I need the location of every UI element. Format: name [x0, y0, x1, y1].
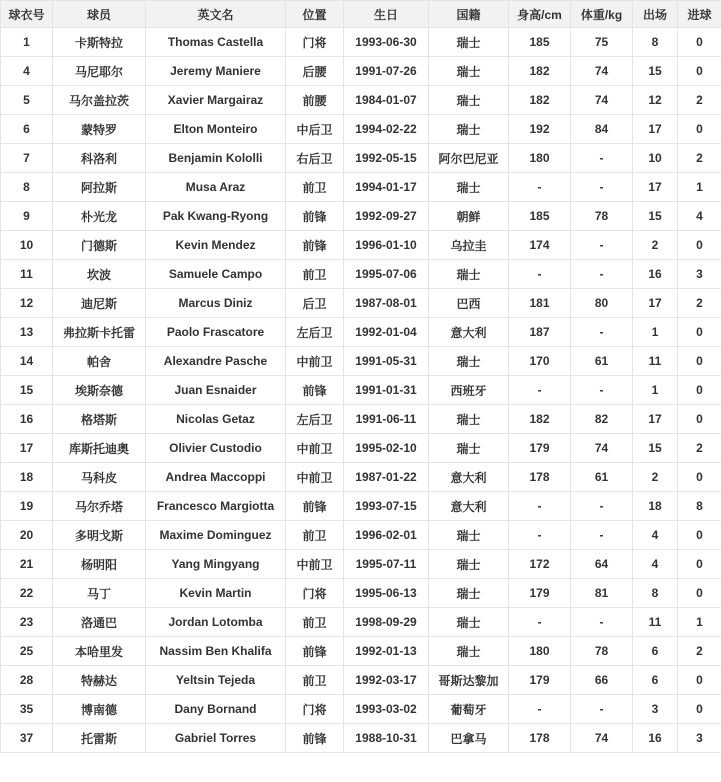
table-row: [1, 260, 721, 289]
cell-height: -: [509, 521, 571, 550]
cell-height: 180: [509, 637, 571, 666]
table-row: [1, 115, 721, 144]
cell-birthday: 1984-01-07: [344, 86, 429, 115]
column-header-name-en: 英文名: [146, 1, 286, 28]
cell-number: 8: [1, 173, 53, 202]
cell-goals: 0: [678, 28, 721, 57]
cell-goals: 8: [678, 492, 721, 521]
cell-birthday: 1993-06-30: [344, 28, 429, 57]
cell-name-en: Benjamin Kololli: [146, 144, 286, 173]
cell-position: 门将: [286, 28, 344, 57]
cell-weight: -: [571, 608, 633, 637]
cell-name-en: Musa Araz: [146, 173, 286, 202]
cell-goals: 0: [678, 463, 721, 492]
cell-birthday: 1993-07-15: [344, 492, 429, 521]
cell-position: 左后卫: [286, 318, 344, 347]
cell-name-en: Samuele Campo: [146, 260, 286, 289]
cell-birthday: 1995-06-13: [344, 579, 429, 608]
table-row: [1, 463, 721, 492]
cell-weight: -: [571, 521, 633, 550]
cell-position: 前卫: [286, 608, 344, 637]
cell-number: 4: [1, 57, 53, 86]
cell-birthday: 1992-05-15: [344, 144, 429, 173]
cell-number: 21: [1, 550, 53, 579]
cell-nationality: 巴拿马: [429, 724, 509, 753]
cell-height: -: [509, 376, 571, 405]
cell-goals: 2: [678, 434, 721, 463]
cell-goals: 3: [678, 724, 721, 753]
cell-nationality: 瑞士: [429, 608, 509, 637]
cell-player: 蒙特罗: [53, 115, 146, 144]
cell-position: 中后卫: [286, 115, 344, 144]
cell-name-en: Nassim Ben Khalifa: [146, 637, 286, 666]
cell-appearances: 8: [633, 579, 678, 608]
cell-name-en: Kevin Martin: [146, 579, 286, 608]
cell-height: 170: [509, 347, 571, 376]
table-row: [1, 173, 721, 202]
cell-number: 11: [1, 260, 53, 289]
cell-goals: 0: [678, 231, 721, 260]
cell-position: 前卫: [286, 260, 344, 289]
cell-name-en: Olivier Custodio: [146, 434, 286, 463]
cell-name-en: Marcus Diniz: [146, 289, 286, 318]
cell-weight: -: [571, 492, 633, 521]
cell-name-en: Jordan Lotomba: [146, 608, 286, 637]
cell-nationality: 意大利: [429, 318, 509, 347]
cell-nationality: 乌拉圭: [429, 231, 509, 260]
column-header-appearances: 出场: [633, 1, 678, 28]
cell-appearances: 8: [633, 28, 678, 57]
cell-nationality: 瑞士: [429, 347, 509, 376]
cell-birthday: 1998-09-29: [344, 608, 429, 637]
column-header-birthday: 生日: [344, 1, 429, 28]
table-row: [1, 637, 721, 666]
cell-nationality: 意大利: [429, 492, 509, 521]
cell-name-en: Paolo Frascatore: [146, 318, 286, 347]
cell-birthday: 1995-07-06: [344, 260, 429, 289]
cell-birthday: 1987-01-22: [344, 463, 429, 492]
cell-goals: 0: [678, 347, 721, 376]
cell-goals: 4: [678, 202, 721, 231]
cell-nationality: 意大利: [429, 463, 509, 492]
cell-weight: 74: [571, 434, 633, 463]
cell-player: 门德斯: [53, 231, 146, 260]
cell-player: 马尔盖拉茨: [53, 86, 146, 115]
cell-weight: -: [571, 173, 633, 202]
column-header-position: 位置: [286, 1, 344, 28]
cell-number: 10: [1, 231, 53, 260]
cell-weight: 80: [571, 289, 633, 318]
cell-height: 187: [509, 318, 571, 347]
cell-weight: 78: [571, 637, 633, 666]
cell-weight: -: [571, 231, 633, 260]
cell-player: 托雷斯: [53, 724, 146, 753]
cell-number: 15: [1, 376, 53, 405]
cell-height: 180: [509, 144, 571, 173]
cell-goals: 0: [678, 376, 721, 405]
cell-player: 弗拉斯卡托雷: [53, 318, 146, 347]
cell-goals: 1: [678, 608, 721, 637]
cell-height: 185: [509, 202, 571, 231]
cell-birthday: 1991-07-26: [344, 57, 429, 86]
cell-birthday: 1988-10-31: [344, 724, 429, 753]
cell-weight: -: [571, 318, 633, 347]
cell-position: 前卫: [286, 666, 344, 695]
cell-goals: 2: [678, 637, 721, 666]
cell-height: -: [509, 608, 571, 637]
cell-appearances: 17: [633, 289, 678, 318]
cell-nationality: 瑞士: [429, 260, 509, 289]
cell-position: 前锋: [286, 376, 344, 405]
cell-weight: 84: [571, 115, 633, 144]
cell-number: 18: [1, 463, 53, 492]
table-row: [1, 695, 721, 724]
cell-position: 中前卫: [286, 434, 344, 463]
cell-position: 前锋: [286, 202, 344, 231]
cell-weight: 82: [571, 405, 633, 434]
cell-weight: -: [571, 260, 633, 289]
cell-height: 192: [509, 115, 571, 144]
cell-player: 帕舍: [53, 347, 146, 376]
table-row: [1, 202, 721, 231]
cell-appearances: 6: [633, 666, 678, 695]
cell-goals: 0: [678, 695, 721, 724]
cell-height: 172: [509, 550, 571, 579]
cell-birthday: 1995-02-10: [344, 434, 429, 463]
table-row: [1, 550, 721, 579]
cell-player: 库斯托迪奥: [53, 434, 146, 463]
cell-goals: 0: [678, 666, 721, 695]
cell-weight: 66: [571, 666, 633, 695]
column-header-nationality: 国籍: [429, 1, 509, 28]
cell-appearances: 18: [633, 492, 678, 521]
cell-goals: 0: [678, 115, 721, 144]
cell-name-en: Yang Mingyang: [146, 550, 286, 579]
cell-appearances: 4: [633, 550, 678, 579]
table-row: [1, 318, 721, 347]
table-row: [1, 521, 721, 550]
header-row: [1, 1, 721, 28]
table-row: [1, 492, 721, 521]
cell-number: 22: [1, 579, 53, 608]
cell-player: 马尔乔塔: [53, 492, 146, 521]
cell-number: 5: [1, 86, 53, 115]
cell-appearances: 11: [633, 608, 678, 637]
column-header-goals: 进球: [678, 1, 721, 28]
cell-position: 前锋: [286, 637, 344, 666]
cell-name-en: Andrea Maccoppi: [146, 463, 286, 492]
cell-player: 马科皮: [53, 463, 146, 492]
cell-appearances: 6: [633, 637, 678, 666]
cell-height: 178: [509, 724, 571, 753]
cell-birthday: 1992-09-27: [344, 202, 429, 231]
cell-weight: 64: [571, 550, 633, 579]
table-row: [1, 144, 721, 173]
cell-birthday: 1995-07-11: [344, 550, 429, 579]
cell-height: -: [509, 260, 571, 289]
cell-player: 洛通巴: [53, 608, 146, 637]
cell-name-en: Dany Bornand: [146, 695, 286, 724]
cell-player: 卡斯特拉: [53, 28, 146, 57]
cell-position: 中前卫: [286, 347, 344, 376]
cell-player: 阿拉斯: [53, 173, 146, 202]
column-header-height: 身高/cm: [509, 1, 571, 28]
cell-name-en: Nicolas Getaz: [146, 405, 286, 434]
cell-number: 1: [1, 28, 53, 57]
cell-number: 13: [1, 318, 53, 347]
cell-position: 中前卫: [286, 463, 344, 492]
cell-number: 23: [1, 608, 53, 637]
cell-player: 科洛利: [53, 144, 146, 173]
cell-height: 174: [509, 231, 571, 260]
cell-number: 28: [1, 666, 53, 695]
cell-player: 迪尼斯: [53, 289, 146, 318]
cell-appearances: 2: [633, 231, 678, 260]
cell-goals: 0: [678, 57, 721, 86]
cell-height: -: [509, 695, 571, 724]
cell-number: 9: [1, 202, 53, 231]
cell-appearances: 15: [633, 434, 678, 463]
table-row: [1, 289, 721, 318]
cell-position: 前锋: [286, 724, 344, 753]
cell-player: 格塔斯: [53, 405, 146, 434]
cell-birthday: 1991-01-31: [344, 376, 429, 405]
cell-birthday: 1991-05-31: [344, 347, 429, 376]
column-header-weight: 体重/kg: [571, 1, 633, 28]
cell-nationality: 巴西: [429, 289, 509, 318]
cell-birthday: 1994-01-17: [344, 173, 429, 202]
table-row: [1, 28, 721, 57]
table-row: [1, 347, 721, 376]
cell-goals: 0: [678, 521, 721, 550]
cell-nationality: 瑞士: [429, 550, 509, 579]
cell-appearances: 15: [633, 202, 678, 231]
cell-height: -: [509, 492, 571, 521]
column-header-number: 球衣号: [1, 1, 53, 28]
cell-name-en: Juan Esnaider: [146, 376, 286, 405]
cell-name-en: Francesco Margiotta: [146, 492, 286, 521]
cell-position: 前腰: [286, 86, 344, 115]
cell-position: 前锋: [286, 492, 344, 521]
table-row: [1, 579, 721, 608]
cell-appearances: 1: [633, 318, 678, 347]
cell-appearances: 2: [633, 463, 678, 492]
cell-position: 右后卫: [286, 144, 344, 173]
cell-weight: 74: [571, 57, 633, 86]
cell-nationality: 瑞士: [429, 28, 509, 57]
table-row: [1, 666, 721, 695]
table-row: [1, 231, 721, 260]
cell-nationality: 瑞士: [429, 637, 509, 666]
cell-player: 马尼耶尔: [53, 57, 146, 86]
cell-number: 14: [1, 347, 53, 376]
cell-player: 特赫达: [53, 666, 146, 695]
cell-height: 182: [509, 405, 571, 434]
cell-nationality: 阿尔巴尼亚: [429, 144, 509, 173]
cell-birthday: 1992-01-13: [344, 637, 429, 666]
table-row: [1, 405, 721, 434]
cell-goals: 0: [678, 318, 721, 347]
cell-name-en: Pak Kwang-Ryong: [146, 202, 286, 231]
cell-player: 杨明阳: [53, 550, 146, 579]
cell-goals: 1: [678, 173, 721, 202]
cell-appearances: 11: [633, 347, 678, 376]
cell-appearances: 17: [633, 115, 678, 144]
cell-height: 185: [509, 28, 571, 57]
cell-nationality: 瑞士: [429, 579, 509, 608]
cell-weight: 75: [571, 28, 633, 57]
cell-nationality: 瑞士: [429, 173, 509, 202]
cell-number: 12: [1, 289, 53, 318]
cell-birthday: 1996-01-10: [344, 231, 429, 260]
cell-position: 中前卫: [286, 550, 344, 579]
cell-goals: 0: [678, 550, 721, 579]
cell-position: 后卫: [286, 289, 344, 318]
cell-number: 16: [1, 405, 53, 434]
cell-position: 前卫: [286, 173, 344, 202]
cell-number: 35: [1, 695, 53, 724]
cell-position: 后腰: [286, 57, 344, 86]
cell-nationality: 西班牙: [429, 376, 509, 405]
cell-name-en: Gabriel Torres: [146, 724, 286, 753]
table-row: [1, 608, 721, 637]
cell-weight: 81: [571, 579, 633, 608]
cell-number: 7: [1, 144, 53, 173]
cell-appearances: 17: [633, 173, 678, 202]
cell-name-en: Alexandre Pasche: [146, 347, 286, 376]
cell-number: 20: [1, 521, 53, 550]
cell-player: 博南德: [53, 695, 146, 724]
cell-position: 门将: [286, 579, 344, 608]
cell-birthday: 1992-01-04: [344, 318, 429, 347]
cell-birthday: 1987-08-01: [344, 289, 429, 318]
cell-number: 19: [1, 492, 53, 521]
cell-player: 多明戈斯: [53, 521, 146, 550]
table-header: [1, 1, 721, 28]
cell-weight: 74: [571, 86, 633, 115]
cell-height: 182: [509, 57, 571, 86]
cell-name-en: Xavier Margairaz: [146, 86, 286, 115]
cell-goals: 2: [678, 289, 721, 318]
cell-height: 182: [509, 86, 571, 115]
cell-appearances: 1: [633, 376, 678, 405]
cell-nationality: 瑞士: [429, 115, 509, 144]
cell-height: 178: [509, 463, 571, 492]
cell-number: 37: [1, 724, 53, 753]
cell-nationality: 瑞士: [429, 57, 509, 86]
cell-goals: 0: [678, 405, 721, 434]
cell-nationality: 瑞士: [429, 86, 509, 115]
cell-number: 6: [1, 115, 53, 144]
cell-nationality: 葡萄牙: [429, 695, 509, 724]
cell-height: 179: [509, 666, 571, 695]
cell-appearances: 4: [633, 521, 678, 550]
cell-birthday: 1993-03-02: [344, 695, 429, 724]
cell-goals: 3: [678, 260, 721, 289]
cell-weight: 74: [571, 724, 633, 753]
cell-name-en: Elton Monteiro: [146, 115, 286, 144]
cell-appearances: 3: [633, 695, 678, 724]
cell-position: 门将: [286, 695, 344, 724]
cell-name-en: Thomas Castella: [146, 28, 286, 57]
cell-position: 左后卫: [286, 405, 344, 434]
cell-name-en: Yeltsin Tejeda: [146, 666, 286, 695]
cell-goals: 2: [678, 86, 721, 115]
cell-name-en: Jeremy Maniere: [146, 57, 286, 86]
cell-name-en: Maxime Dominguez: [146, 521, 286, 550]
cell-weight: -: [571, 695, 633, 724]
cell-height: 181: [509, 289, 571, 318]
cell-player: 马丁: [53, 579, 146, 608]
table-row: [1, 86, 721, 115]
cell-height: 179: [509, 579, 571, 608]
cell-appearances: 16: [633, 724, 678, 753]
table-row: [1, 376, 721, 405]
cell-birthday: 1996-02-01: [344, 521, 429, 550]
cell-nationality: 哥斯达黎加: [429, 666, 509, 695]
cell-nationality: 朝鲜: [429, 202, 509, 231]
cell-weight: 78: [571, 202, 633, 231]
cell-nationality: 瑞士: [429, 521, 509, 550]
cell-appearances: 16: [633, 260, 678, 289]
cell-weight: 61: [571, 463, 633, 492]
cell-weight: 61: [571, 347, 633, 376]
table-row: [1, 434, 721, 463]
cell-position: 前卫: [286, 521, 344, 550]
cell-appearances: 10: [633, 144, 678, 173]
cell-nationality: 瑞士: [429, 405, 509, 434]
cell-number: 25: [1, 637, 53, 666]
cell-birthday: 1994-02-22: [344, 115, 429, 144]
cell-height: 179: [509, 434, 571, 463]
cell-goals: 2: [678, 144, 721, 173]
cell-player: 坎波: [53, 260, 146, 289]
cell-height: -: [509, 173, 571, 202]
column-header-player: 球员: [53, 1, 146, 28]
cell-appearances: 17: [633, 405, 678, 434]
table-body: [1, 28, 721, 753]
cell-appearances: 15: [633, 57, 678, 86]
cell-player: 埃斯奈德: [53, 376, 146, 405]
table-row: [1, 724, 721, 753]
cell-number: 17: [1, 434, 53, 463]
cell-name-en: Kevin Mendez: [146, 231, 286, 260]
cell-position: 前锋: [286, 231, 344, 260]
cell-player: 朴光龙: [53, 202, 146, 231]
cell-weight: -: [571, 144, 633, 173]
cell-nationality: 瑞士: [429, 434, 509, 463]
cell-weight: -: [571, 376, 633, 405]
cell-goals: 0: [678, 579, 721, 608]
cell-birthday: 1991-06-11: [344, 405, 429, 434]
cell-player: 本哈里发: [53, 637, 146, 666]
table-row: [1, 57, 721, 86]
cell-birthday: 1992-03-17: [344, 666, 429, 695]
cell-appearances: 12: [633, 86, 678, 115]
